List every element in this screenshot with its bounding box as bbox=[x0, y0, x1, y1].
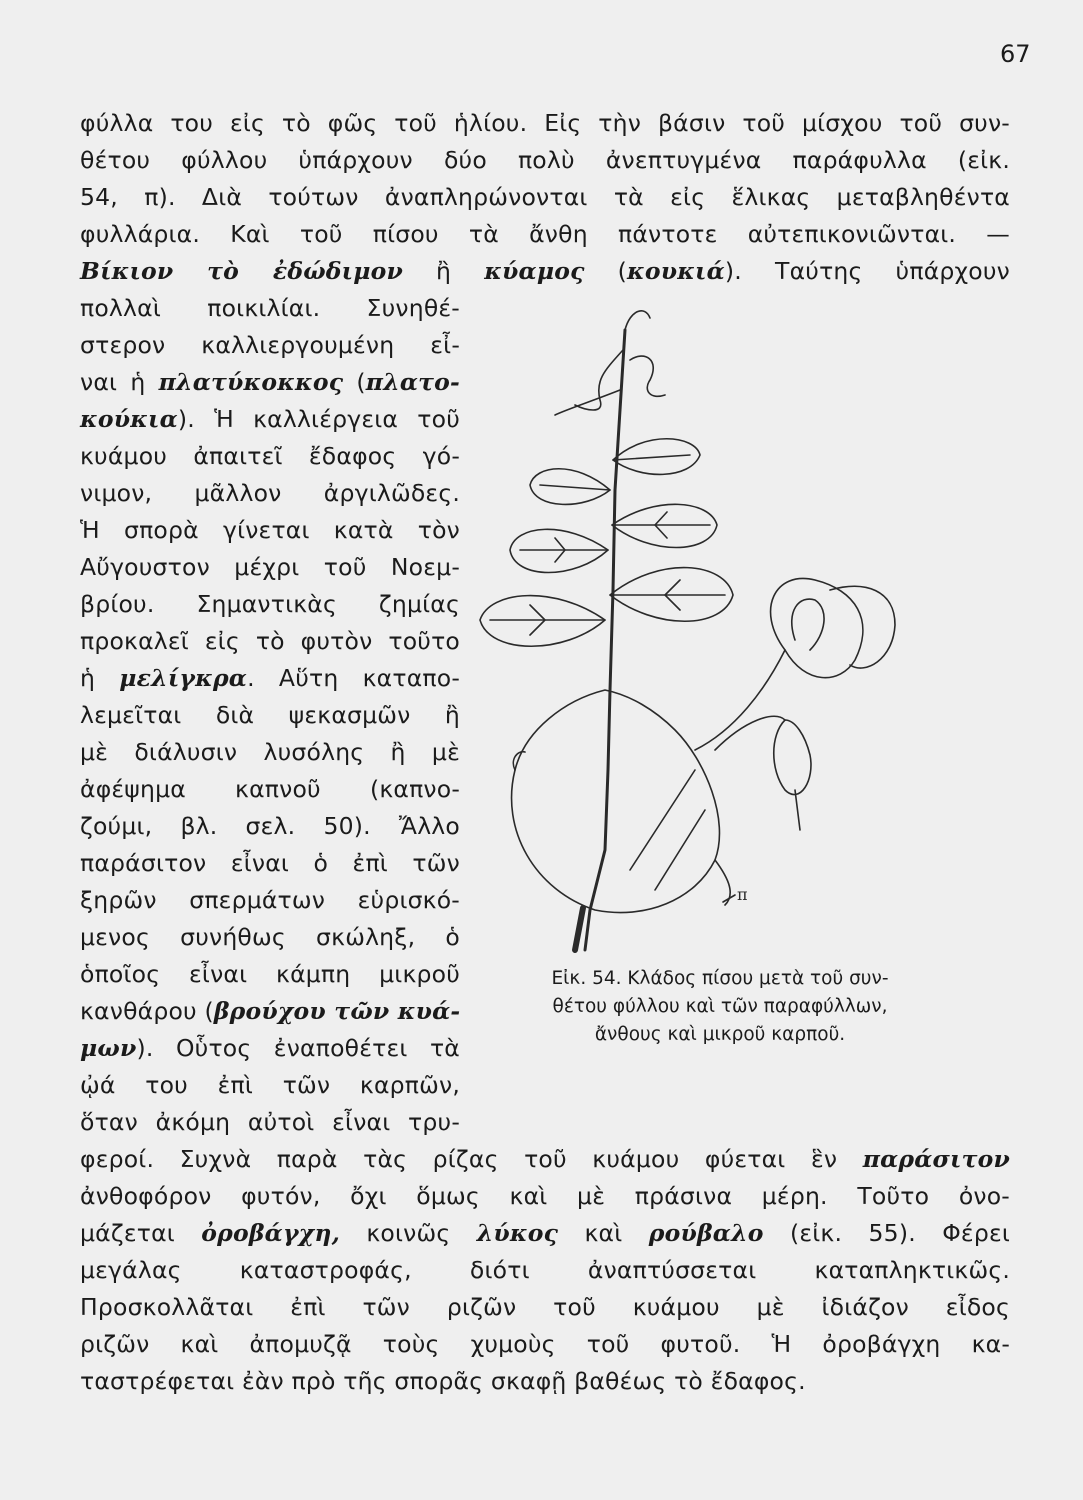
text-line: προκαλεῖ εἰς τὸ φυτὸν τοῦτο bbox=[80, 627, 460, 655]
text-line: μὲ διάλυσιν λυσόλης ἢ μὲ bbox=[80, 738, 460, 766]
text-line: ταστρέφεται ἐὰν πρὸ τῆς σπορᾶς σκαφῇ βαθέως τὸ ἔδαφος. bbox=[80, 1367, 806, 1395]
text-line: ὅταν ἀκόμη αὐτοὶ εἶναι τρυ- bbox=[80, 1108, 460, 1136]
text-line: ξηρῶν σπερμάτων εὑρισκό- bbox=[80, 886, 460, 914]
figure-label-pi: π bbox=[737, 885, 748, 904]
figure-caption-line: θέτου φύλλου καὶ τῶν παραφύλλων, bbox=[552, 996, 888, 1017]
text-line: θέτου φύλλου ὑπάρχουν δύο πολὺ ἀνεπτυγμένα παράφυλλα (εἰκ. bbox=[80, 146, 1010, 174]
text-line: μων). Οὗτος ἐναποθέτει τὰ bbox=[80, 1034, 460, 1062]
text-line: λεμεῖται διὰ ψεκασμῶν ἢ bbox=[80, 701, 460, 729]
italic-term: κύαμος bbox=[484, 257, 585, 285]
italic-term: κουκιά bbox=[627, 257, 725, 285]
italic-term: μελίγκρα bbox=[119, 664, 248, 692]
text-line: ζούμι, βλ. σελ. 50). Ἄλλο bbox=[80, 812, 460, 840]
text-line: φεροί. Συχνὰ παρὰ τὰς ρίζας τοῦ κυάμου φύεται ἓν παράσιτον bbox=[80, 1145, 1010, 1173]
pea-branch-illustration bbox=[455, 290, 940, 960]
text-line: πολλαὶ ποικιλίαι. Συνηθέ- bbox=[80, 294, 460, 322]
text-line: Προσκολλᾶται ἐπὶ τῶν ριζῶν τοῦ κυάμου μὲ ἰδιάζον εἶδος bbox=[80, 1293, 1010, 1321]
text-line: μενος συνήθως σκώληξ, ὁ bbox=[80, 923, 460, 951]
italic-term: κούκια bbox=[80, 405, 178, 433]
text-line: ναι ἡ πλατύκοκκος (πλατο- bbox=[80, 368, 460, 396]
italic-term: Βίκιον τὸ ἐδώδιμον bbox=[80, 257, 403, 285]
text-line: ἡ μελίγκρα. Αὕτη καταπο- bbox=[80, 664, 460, 692]
text-line: ἀφέψημα καπνοῦ (καπνο- bbox=[80, 775, 460, 803]
text-line: νιμον, μᾶλλον ἀργιλῶδες. bbox=[80, 479, 460, 507]
figure-caption-line: Εἰκ. 54. Κλάδος πίσου μετὰ τοῦ συν- bbox=[551, 968, 889, 989]
italic-term: λύκος bbox=[476, 1219, 559, 1247]
text-line: κούκια). Ἡ καλλιέργεια τοῦ bbox=[80, 405, 460, 433]
text-line: φύλλα του εἰς τὸ φῶς τοῦ ἡλίου. Εἰς τὴν βάσιν τοῦ μίσχου τοῦ συν- bbox=[80, 109, 1010, 137]
italic-term: μων bbox=[80, 1034, 137, 1062]
text-line: ᾠά του ἐπὶ τῶν καρπῶν, bbox=[80, 1071, 460, 1099]
text-line: μεγάλας καταστροφάς, διότι ἀναπτύσσεται καταπληκτικῶς. bbox=[80, 1256, 1010, 1284]
text-line: Ἡ σπορὰ γίνεται κατὰ τὸν bbox=[80, 516, 460, 544]
text-line: Αὔγουστον μέχρι τοῦ Νοεμ- bbox=[80, 553, 460, 581]
italic-term: πλατύκοκκος bbox=[158, 368, 344, 396]
text-line: βρίου. Σημαντικὰς ζημίας bbox=[80, 590, 460, 618]
italic-term: πλατο- bbox=[365, 368, 460, 396]
italic-term: βρούχου τῶν κυά- bbox=[213, 997, 461, 1025]
text-line: μάζεται ὀροβάγχη, κοινῶς λύκος καὶ ρούβαλο (εἰκ. 55). Φέρει bbox=[80, 1219, 1011, 1247]
text-line: Βίκιον τὸ ἐδώδιμον ἢ κύαμος (κουκιά). Ταύτης ὑπάρχουν bbox=[80, 257, 1010, 285]
text-line: στερον καλλιεργουμένη εἶ- bbox=[80, 331, 460, 359]
italic-term: παράσιτον bbox=[862, 1145, 1010, 1173]
text-line: κανθάρου (βρούχου τῶν κυά- bbox=[80, 997, 461, 1025]
text-line: ἀνθοφόρον φυτόν, ὄχι ὅμως καὶ μὲ πράσινα μέρη. Τοῦτο ὀνο- bbox=[80, 1182, 1010, 1210]
text-line: φυλλάρια. Καὶ τοῦ πίσου τὰ ἄνθη πάντοτε αὐτεπικονιῶνται. — bbox=[80, 220, 1010, 248]
italic-term: ὀροβάγχη, bbox=[201, 1219, 341, 1247]
page-number: 67 bbox=[1000, 40, 1031, 68]
text-line: κυάμου ἀπαιτεῖ ἔδαφος γό- bbox=[80, 442, 460, 470]
text-line: ριζῶν καὶ ἀπομυζᾷ τοὺς χυμοὺς τοῦ φυτοῦ. Ἡ ὀροβάγχη κα- bbox=[80, 1330, 1010, 1358]
text-line: 54, π). Διὰ τούτων ἀναπληρώνονται τὰ εἰς ἕλικας μεταβληθέντα bbox=[80, 183, 1010, 211]
figure-caption-line: ἄνθους καὶ μικροῦ καρποῦ. bbox=[594, 1024, 846, 1045]
text-line: παράσιτον εἶναι ὁ ἐπὶ τῶν bbox=[80, 849, 460, 877]
italic-term: ρούβαλο bbox=[648, 1219, 764, 1247]
figure-pea-branch bbox=[455, 290, 940, 960]
text-line: ὁποῖος εἶναι κάμπη μικροῦ bbox=[80, 960, 460, 988]
